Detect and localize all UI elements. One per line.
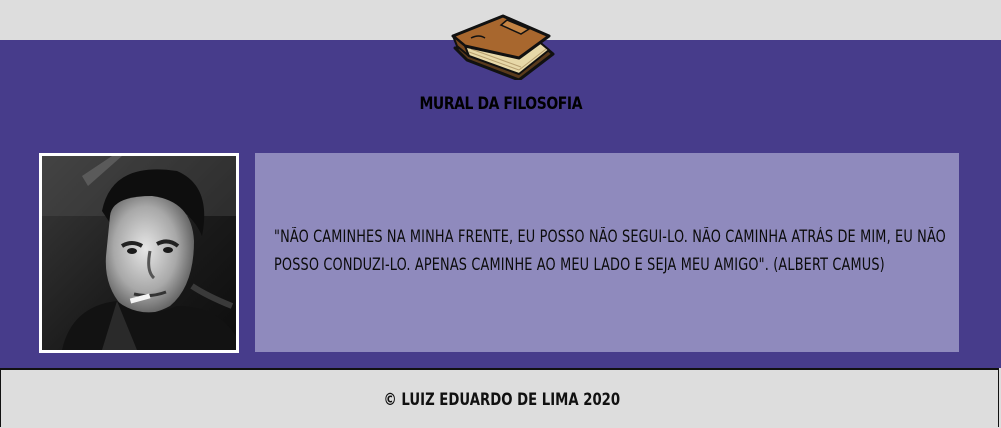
portrait-photo-icon [39, 153, 239, 353]
book-icon [449, 10, 555, 80]
footer-copyright: © LUIZ EDUARDO DE LIMA 2020 [383, 390, 621, 410]
page-title: MURAL DA FILOSOFIA [419, 94, 583, 114]
quote-box [255, 153, 959, 352]
footer [0, 368, 999, 427]
quote-text: "NÃO CAMINHES NA MINHA FRENTE, EU POSSO NÃO SEGUI-LO. NÃO CAMINHA ATRÁS DE MIM, EU NÃO POSSO CONDUZI-LO. APENAS CAMINHE AO MEU LADO E SEJA MEU AMIGO". (ALBERT CAMUS) [274, 227, 946, 274]
